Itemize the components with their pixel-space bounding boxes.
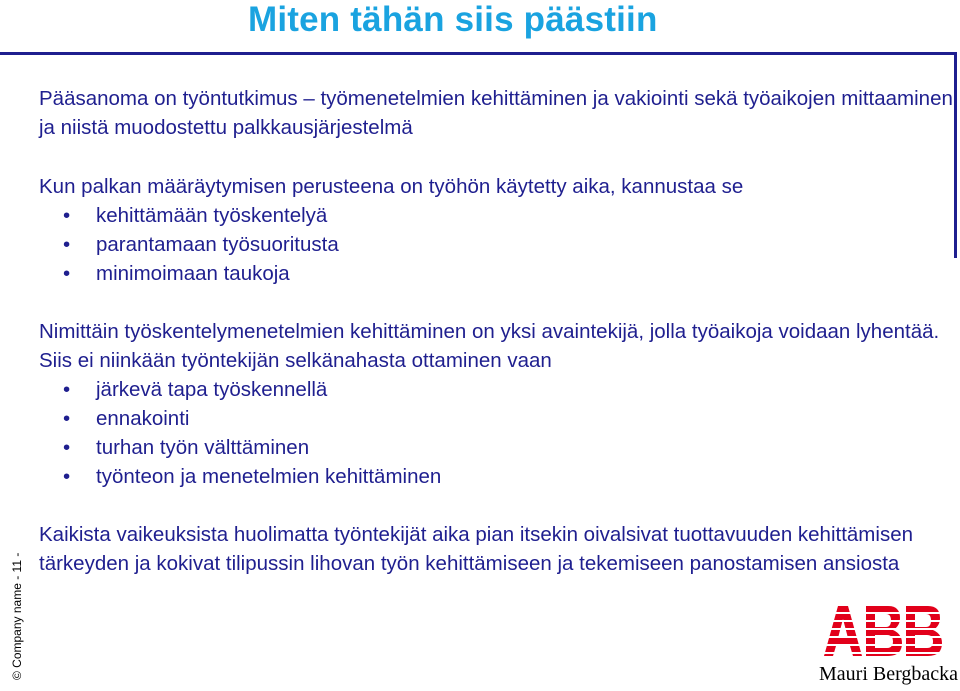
logo-stripe: [822, 636, 944, 638]
list-item: • parantamaan työsuoritusta: [39, 230, 959, 259]
bullet-list-methods: [39, 375, 959, 491]
list-item: • ennakointi: [39, 404, 959, 433]
logo-stripe: [822, 612, 944, 614]
paragraph-main-message: Pääsanoma on työntutkimus – työmenetelmien kehittäminen ja vakiointi sekä työaikojen mittaaminen ja niistä muodostettu palkkausjärjestelmä: [39, 87, 953, 139]
logo-stripe: [822, 652, 944, 654]
page-title: Miten tähän siis päästiin: [248, 0, 658, 39]
logo-stripe: [822, 628, 944, 630]
author-signature: Mauri Bergbacka: [819, 663, 959, 685]
list-item: • kehittämään työskentelyä: [39, 201, 959, 230]
logo-stripe: [822, 620, 944, 622]
list-item: • turhan työn välttäminen: [39, 433, 959, 462]
title-divider: [0, 52, 956, 55]
list-item: • työnteon ja menetelmien kehittäminen: [39, 462, 959, 491]
slide-body: [39, 84, 959, 578]
paragraph-conclusion: Kaikista vaikeuksista huolimatta työntekijät aika pian itsekin oivalsivat tuottavuuden kehittämisen tärkeyden ja kokivat tilipussin lihovan työn kehittämiseen ja tekemiseen panostamisen ansiosta: [39, 523, 913, 575]
list-item: • järkevä tapa työskennellä: [39, 375, 959, 404]
abb-logo: [822, 606, 944, 656]
list-item: • minimoimaan taukoja: [39, 259, 959, 288]
paragraph-methods: Nimittäin työskentelymenetelmien kehittäminen on yksi avaintekijä, jolla työaikoja voidaan lyhentää. Siis ei niinkään työntekijän selkänahasta ottaminen vaan: [39, 320, 940, 372]
bullet-list-incentives: [39, 201, 959, 288]
logo-stripe: [822, 644, 944, 646]
paragraph-pay-basis: Kun palkan määräytymisen perusteena on työhön käytetty aika, kannustaa se: [39, 175, 744, 198]
copyright-page-label: © Company name - 11 -: [10, 552, 24, 680]
